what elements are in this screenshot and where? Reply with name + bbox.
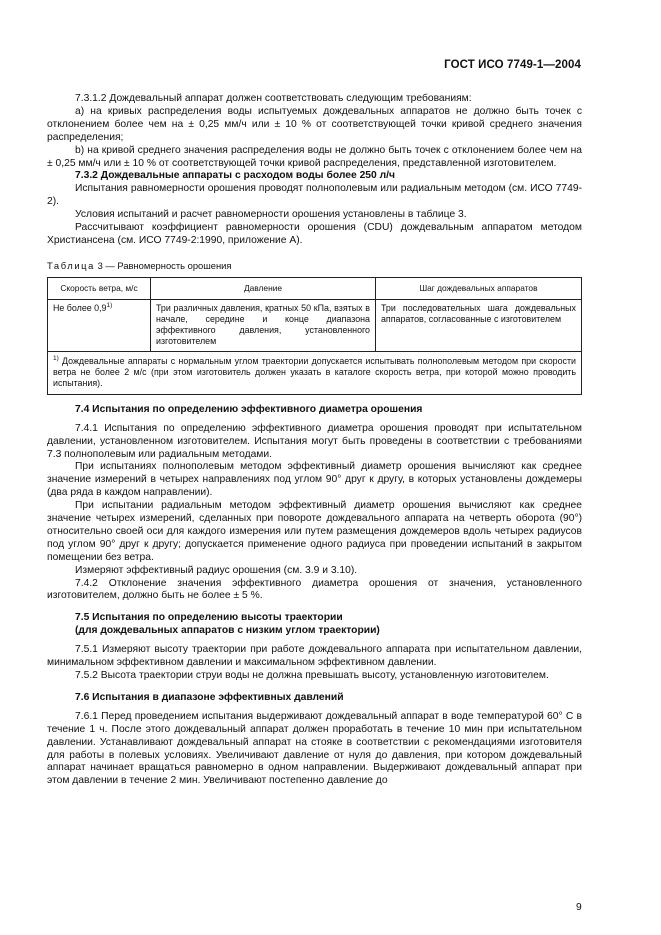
cell-pressure: Три различных давления, кратных 50 кПа, взятых в начале, середине и конце диапазона эффективного давления, установленного изготовителем <box>151 299 376 351</box>
page-content <box>47 93 582 788</box>
table-row <box>48 299 582 351</box>
table-3 <box>47 277 582 395</box>
paragraph: При испытании радиальным методом эффективный диаметр орошения вычисляют как среднее значение четырех измерений, сделанных при повороте дождевального аппарата на четверть оборота (90°) относительно своей оси для каждого измерения или путем размещения дождемеров вдоль четырех радиусов под углом 90° друг к другу; допускается применение одного радиуса при проведении испытаний в закрытом помещении без ветра. <box>47 500 582 563</box>
header-pressure: Давление <box>151 277 376 299</box>
table-note-row <box>48 351 582 394</box>
clause-7-4-2: 7.4.2 Отклонение значения эффективного диаметра орошения от значения, установленного изготовителем, должно быть не более ± 5 %. <box>47 577 582 602</box>
heading-7-6: 7.6 Испытания в диапазоне эффективных давлений <box>75 691 344 703</box>
table-caption <box>47 260 582 273</box>
clause-7-3-1-2: 7.3.1.2 Дождевальный аппарат должен соответствовать следующим требованиям: <box>75 93 472 104</box>
clause-7-3-1-2-b: b) на кривой среднего значения распределения воды не должно быть точек с отклонением более чем на ± 0,25 мм/ч или ± 10 % от соответствующей точки кривой распределения, представленной изготовителем. <box>47 144 582 169</box>
clause-7-4-1: 7.4.1 Испытания по определению эффективного диаметра орошения проводят при испытательном давлении, установленном изготовителем. Испытания могут быть проведены в соответствии с требованиями 7.3 полнополевым или радиальным методами. <box>47 422 582 460</box>
paragraph: При испытаниях полнополевым методом эффективный диаметр орошения вычисляют как среднее значение измерений в четырех направлениях под углом 90° друг к другу, в которых установлены дождемеры (два ряда в каждом направлении). <box>47 461 582 499</box>
clause-7-5-1: 7.5.1 Измеряют высоту траектории при работе дождевального аппарата при испытательном давлении, минимальном эффективном давлении и максимальном эффективном давлении. <box>47 644 582 669</box>
heading-7-5: 7.5 Испытания по определению высоты траектории <box>75 612 343 624</box>
footnote-mark: 1) <box>53 354 59 362</box>
header-sprinkler-step: Шаг дождевальных аппаратов <box>376 277 582 299</box>
heading-7-4: 7.4 Испытания по определению эффективного диаметра орошения <box>75 403 423 415</box>
footnote-ref: 1) <box>106 301 113 309</box>
table-caption-label: Таблица <box>47 259 95 271</box>
clause-7-6-1: 7.6.1 Перед проведением испытания выдерживают дождевальный аппарат в воде температурой 60° С в течение 1 ч. После этого дождевальный аппарат должен проработать в течение 10 мин при испытательном давлении. Устанавливают дождевальный аппарат на стояке в соответствии с рекомендациями изготовителя для работы в полевых условиях. Увеличивают давление от нуля до давления, при котором дождевальный аппарат начинает вращаться равномерно в одном направлении. Выдерживают дождевальный аппарат при этом давлении в течение 2 мин. Увеличивают постепенно давление до <box>47 710 582 787</box>
page-number: 9 <box>576 902 582 913</box>
paragraph: Испытания равномерности орошения проводят полнополевым или радиальным методом (см. ИСО 7749-2). <box>47 183 582 208</box>
heading-7-5-subtitle: (для дождевальных аппаратов с низким углом траектории) <box>75 625 380 637</box>
cell-sprinkler-step: Три последовательных шага дождевальных аппаратов, согласованные с изготовителем <box>376 299 582 351</box>
clause-7-5-2: 7.5.2 Высота траектории струи воды не должна превышать высоту, установленную изготовителем. <box>75 670 549 681</box>
cell-wind-speed: Не более 0,9$^{1)}$ <box>48 299 151 351</box>
paragraph: Рассчитывают коэффициент равномерности орошения (CDU) дождевальным аппаратом методом Христиансена (см. ИСО 7749-2:1990, приложение А). <box>47 222 582 246</box>
heading-7-3-2: 7.3.2 Дождевальные аппараты с расходом воды более 250 л/ч <box>75 170 395 182</box>
table-footnote: $^{1)}$ Дождевальные аппараты с нормальным углом траектории допускается испытывать полнополевым методом при скорости ветра не более 2 м/с (при этом изготовитель должен указать в каталоге скорость ветра, при которой можно проводить испытания). <box>48 351 582 394</box>
paragraph: Измеряют эффективный радиус орошения (см. 3.9 и 3.10). <box>75 564 358 576</box>
table-caption-text: 3 — Равномерность орошения <box>94 259 232 271</box>
standard-header: ГОСТ ИСО 7749-1—2004 <box>444 59 581 71</box>
paragraph: Условия испытаний и расчет равномерности орошения установлены в таблице 3. <box>75 209 467 221</box>
table-header-row <box>48 277 582 299</box>
header-wind-speed: Скорость ветра, м/с <box>48 277 151 299</box>
clause-7-3-1-2-a: а) на кривых распределения воды испытуемых дождевальных аппаратов не должно быть точек с отклонением более чем на ± 0,25 мм/ч или ± 10 % от соответствующей точки кривой среднего значения распределения; <box>47 105 582 143</box>
